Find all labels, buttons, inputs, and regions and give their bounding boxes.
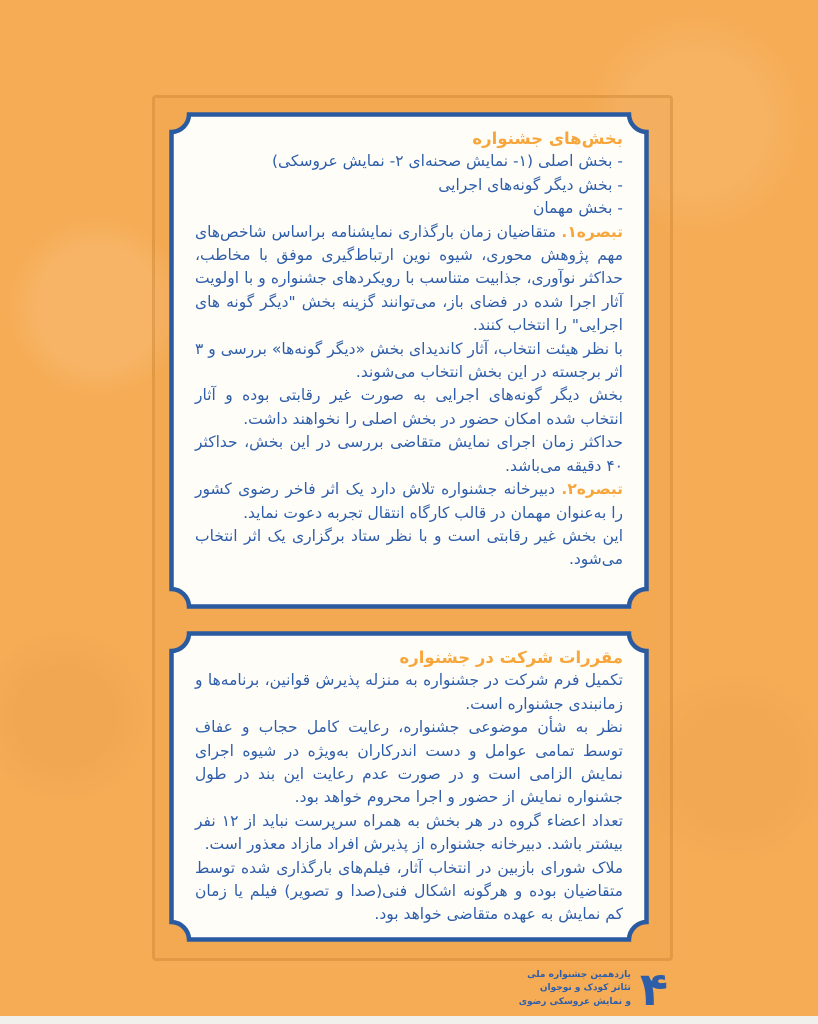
paragraph-hijab-rule: نظر به شأن موضوعی جشنواره، رعایت کامل حجاب و عفاف توسط تمامی عوامل و دست اندرکاران به‌ویژه در شیوه اجرای نمایش الزامی است و در صورت عدم رعایت این بند در طول جشنواره نمایش از حضور و اجرا محروم خواهد بود. [195,718,623,807]
paragraph-noncompetitive: بخش دیگر گونه‌های اجرایی به صورت غیر رقابتی بوده و آثار انتخاب شده امکان حضور در بخش اصلی را نخواهند داشت. [195,386,623,428]
festival-sections-card [169,112,649,609]
festival-title-line1: یازدهمین جشنواره ملی [527,970,631,981]
festival-title-line2: تئاتر کودک و نوجوان [539,983,631,994]
paragraph-review-criteria: ملاک شورای بازبین در انتخاب آثار، فیلم‌های بارگذاری شده توسط متقاضیان بوده و هرگونه اشکال فنی(صدا و تصویر) فیلم یا زمان کم نمایش به عهده متقاضی خواهد بود. [195,858,623,924]
paragraph-duration: حداکثر زمان اجرای نمایش متقاضی بررسی در این بخش، حداکثر ۴۰ دقیقه می‌باشد. [195,433,623,475]
participation-rules-card [169,631,649,942]
bullet-other-genres-section: - بخش دیگر گونه‌های اجرایی [438,175,623,194]
paragraph-note1 [195,221,623,338]
paragraph-group-size: تعداد اعضاء گروه در هر بخش به همراه سرپرست نباید از ۱۲ نفر بیشتر باشد. دبیرخانه جشنواره از پذیرش افراد مازاد معذور است. [195,811,623,854]
bullet-main-section: - بخش اصلی (۱- نمایش صحنه‌ای ۲- نمایش عروسکی) [271,152,623,171]
section-heading-festival-sections: بخش‌های جشنواره [472,129,623,148]
note2-text: دبیرخانه جشنواره تلاش دارد یک اثر فاخر رضوی کشور را به‌عنوان مهمان در قالب کارگاه انتقال تجربه دعوت نماید. [195,480,623,522]
note1-text: متقاضیان زمان بارگذاری نمایشنامه براساس شاخص‌های مهم پژوهش محوری، شیوه نوین ارتباط‌گیری موفق با مخاطب، حداکثر نوآوری، جذابیت متناسب با رویکردهای جشنواره و با اولویت آثار اجرا شده در فضای باز، می‌توانند گزینه بخش "دیگر گونه های اجرایی" را انتخاب کنند. [195,222,623,335]
festival-title [519,969,631,1008]
festival-title-line3: و نمایش عروسکی رضوی [518,996,631,1007]
paragraph-note2 [195,478,623,525]
note2-label: تبصره۲. [561,480,623,499]
page-footer [518,962,668,1016]
paragraph-guest-selection: این بخش غیر رقابتی است و با نظر ستاد برگزاری یک اثر انتخاب می‌شود. [195,526,623,569]
section-heading-participation-rules: مقررات شرکت در جشنواره [399,648,623,667]
note1-label: تبصره۱. [561,222,623,241]
bullet-guest-section: - بخش مهمان [532,199,623,218]
paragraph-form-acceptance: تکمیل فرم شرکت در جشنواره به منزله پذیرش قوانین، برنامه‌ها و زمانبندی جشنواره است. [195,671,623,713]
paragraph-selection: با نظر هیئت انتخاب، آثار کاندیدای بخش «دیگر گونه‌ها» بررسی و ۳ اثر برجسته در این بخش انتخاب می‌شوند. [195,339,623,382]
page-number: ۴ [639,962,668,1016]
page-bottom-edge [0,1016,818,1024]
